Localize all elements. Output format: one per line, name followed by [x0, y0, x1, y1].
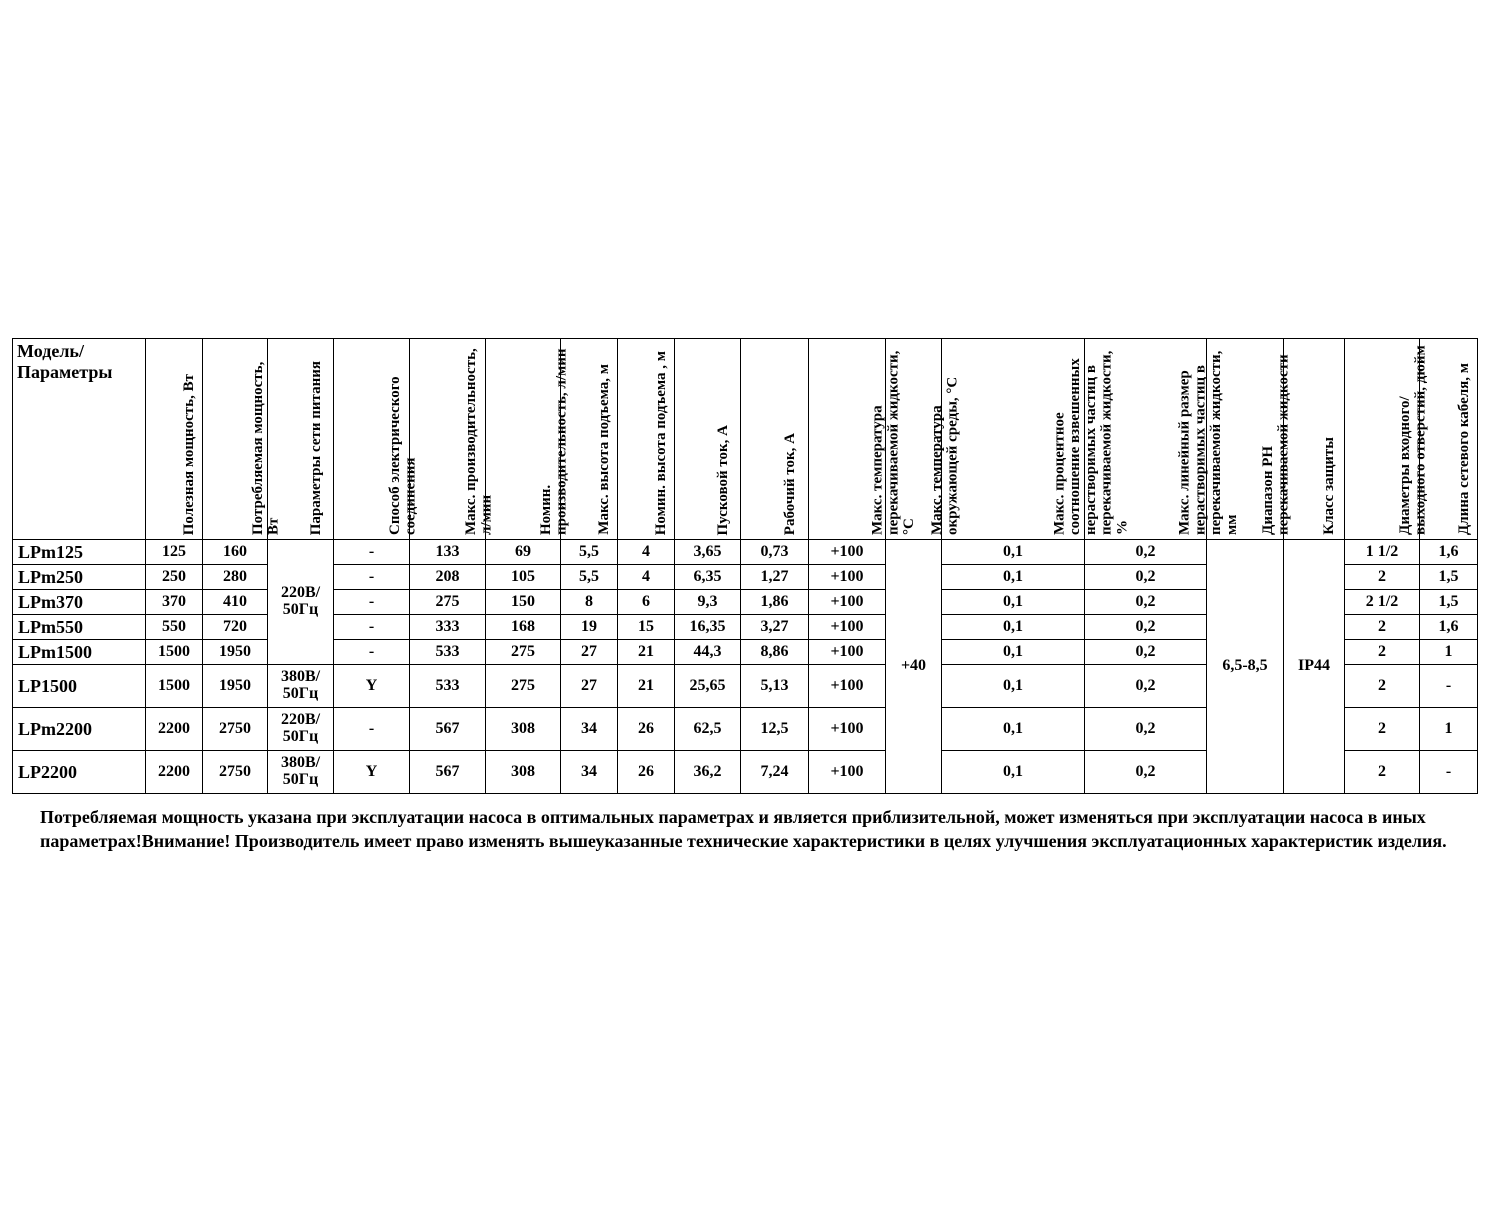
connection-cell: -	[334, 640, 410, 665]
col-header-label: Полезная мощность, Вт	[180, 373, 197, 535]
nom-flow-cell: 150	[486, 590, 561, 615]
useful-power-cell: 550	[146, 615, 203, 640]
connection-cell: Y	[334, 751, 410, 794]
col-header-label: Макс. линейный размер нерастворимых частиц в перекачиваемой жидкости, мм	[1176, 350, 1240, 535]
col-header-particles-pct	[942, 339, 1131, 540]
col-header-cable	[1420, 339, 1478, 540]
useful-power-cell: 125	[146, 540, 203, 565]
diameter-cell: 2	[1345, 665, 1420, 708]
col-header-max-liquid-temp	[809, 339, 918, 540]
particle-size-cell: 0,2	[1085, 665, 1207, 708]
max-flow-cell: 208	[410, 565, 486, 590]
col-header-max-head	[561, 339, 618, 540]
max-liquid-temp-cell: +100	[809, 540, 886, 565]
col-header-nom-flow	[486, 339, 570, 540]
connection-cell: Y	[334, 665, 410, 708]
col-header-max-flow	[410, 339, 494, 540]
max-flow-cell: 567	[410, 708, 486, 751]
particles-pct-cell: 0,1	[942, 751, 1085, 794]
col-header-consumed-power	[203, 339, 282, 540]
cable-cell: 1,6	[1420, 615, 1478, 640]
col-header-diameter	[1345, 339, 1429, 540]
connection-cell: -	[334, 540, 410, 565]
diameter-cell: 2	[1345, 640, 1420, 665]
nom-flow-cell: 105	[486, 565, 561, 590]
start-current-cell: 44,3	[675, 640, 741, 665]
nom-head-cell: 4	[618, 540, 675, 565]
diameter-cell: 2	[1345, 615, 1420, 640]
consumed-power-cell: 280	[203, 565, 268, 590]
diameter-cell: 2 1/2	[1345, 590, 1420, 615]
col-header-protection	[1284, 339, 1345, 540]
consumed-power-cell: 160	[203, 540, 268, 565]
work-current-cell: 1,86	[741, 590, 809, 615]
connection-cell: -	[334, 615, 410, 640]
consumed-power-cell: 1950	[203, 640, 268, 665]
start-current-cell: 25,65	[675, 665, 741, 708]
particle-size-cell: 0,2	[1085, 615, 1207, 640]
nom-flow-cell: 275	[486, 640, 561, 665]
useful-power-cell: 370	[146, 590, 203, 615]
particle-size-cell: 0,2	[1085, 565, 1207, 590]
max-head-cell: 34	[561, 751, 618, 794]
max-head-cell: 27	[561, 640, 618, 665]
power-net-cell: 220В/ 50Гц	[268, 708, 334, 751]
nom-flow-cell: 308	[486, 708, 561, 751]
useful-power-cell: 1500	[146, 640, 203, 665]
useful-power-cell: 2200	[146, 708, 203, 751]
header-row	[13, 339, 1478, 540]
ph-range-cell: 6,5-8,5	[1207, 540, 1284, 794]
power-net-cell: 380В/ 50Гц	[268, 751, 334, 794]
max-flow-cell: 275	[410, 590, 486, 615]
nom-head-cell: 4	[618, 565, 675, 590]
nom-flow-cell: 168	[486, 615, 561, 640]
nom-flow-cell: 275	[486, 665, 561, 708]
particles-pct-cell: 0,1	[942, 565, 1085, 590]
particle-size-cell: 0,2	[1085, 590, 1207, 615]
col-header-label: Макс. процентное соотношение взвешенных нерастворимых частиц в перекачиваемой жидкости, %	[1051, 350, 1131, 535]
col-header-useful-power	[146, 339, 203, 540]
col-header-label: Класс защиты	[1320, 437, 1337, 535]
start-current-cell: 3,65	[675, 540, 741, 565]
max-flow-cell: 133	[410, 540, 486, 565]
corner-label: Модель/ Параметры	[17, 341, 113, 382]
col-header-start-current	[675, 339, 741, 540]
nom-flow-cell: 308	[486, 751, 561, 794]
col-header-label: Макс. производительность, л/мин	[462, 348, 494, 535]
col-header-label: Способ электрического соединения	[386, 376, 418, 535]
col-header-nom-head	[618, 339, 675, 540]
particles-pct-cell: 0,1	[942, 708, 1085, 751]
max-head-cell: 27	[561, 665, 618, 708]
start-current-cell: 9,3	[675, 590, 741, 615]
col-header-particle-size	[1085, 339, 1240, 540]
cable-cell: 1	[1420, 708, 1478, 751]
model-cell: LPm125	[13, 540, 146, 565]
col-header-label: Макс. температура перекачиваемой жидкости, °С	[869, 350, 918, 535]
nom-head-cell: 21	[618, 640, 675, 665]
particles-pct-cell: 0,1	[942, 590, 1085, 615]
useful-power-cell: 2200	[146, 751, 203, 794]
particles-pct-cell: 0,1	[942, 665, 1085, 708]
consumed-power-cell: 2750	[203, 751, 268, 794]
useful-power-cell: 250	[146, 565, 203, 590]
col-header-label: Макс. температура окружающей среды, °С	[928, 376, 960, 535]
model-cell: LPm1500	[13, 640, 146, 665]
model-cell: LP1500	[13, 665, 146, 708]
consumed-power-cell: 720	[203, 615, 268, 640]
col-header-label: Потребляемая мощность, Вт	[249, 361, 282, 535]
max-liquid-temp-cell: +100	[809, 615, 886, 640]
consumed-power-cell: 2750	[203, 708, 268, 751]
col-header-label: Номин. высота подъема , м	[652, 350, 669, 535]
nom-head-cell: 6	[618, 590, 675, 615]
work-current-cell: 5,13	[741, 665, 809, 708]
model-cell: LPm250	[13, 565, 146, 590]
max-liquid-temp-cell: +100	[809, 590, 886, 615]
col-header-label: Рабочий ток, А	[781, 432, 798, 535]
max-head-cell: 19	[561, 615, 618, 640]
footnote-text: Потребляемая мощность указана при эксплуатации насоса в оптимальных параметрах и является приблизительной, может изменяться при эксплуатации насоса в иных параметрах!Внимание! Производитель имеет право изменять вышеуказанные технические характеристики в целях улучшения эксплуатационных характеристик изделия.	[40, 807, 1447, 851]
max-flow-cell: 567	[410, 751, 486, 794]
particle-size-cell: 0,2	[1085, 751, 1207, 794]
cable-cell: 1,5	[1420, 590, 1478, 615]
max-head-cell: 5,5	[561, 540, 618, 565]
connection-cell: -	[334, 590, 410, 615]
max-liquid-temp-cell: +100	[809, 708, 886, 751]
protection-cell: IP44	[1284, 540, 1345, 794]
model-cell: LPm2200	[13, 708, 146, 751]
particles-pct-cell: 0,1	[942, 615, 1085, 640]
nom-head-cell: 21	[618, 665, 675, 708]
start-current-cell: 36,2	[675, 751, 741, 794]
consumed-power-cell: 410	[203, 590, 268, 615]
max-liquid-temp-cell: +100	[809, 640, 886, 665]
cable-cell: -	[1420, 751, 1478, 794]
diameter-cell: 2	[1345, 708, 1420, 751]
max-head-cell: 5,5	[561, 565, 618, 590]
cable-cell: 1,5	[1420, 565, 1478, 590]
max-liquid-temp-cell: +100	[809, 665, 886, 708]
nom-flow-cell: 69	[486, 540, 561, 565]
diameter-cell: 1 1/2	[1345, 540, 1420, 565]
corner-header	[13, 339, 146, 540]
col-header-work-current	[741, 339, 809, 540]
col-header-label: Макс. высота подъема, м	[595, 364, 612, 535]
col-header-label: Номин. производительность, л/мин	[537, 348, 570, 535]
power-net-cell: 220В/ 50Гц	[268, 540, 334, 665]
col-header-label: Пусковой ток, А	[714, 424, 731, 535]
connection-cell: -	[334, 708, 410, 751]
spec-table	[12, 338, 1478, 794]
nom-head-cell: 15	[618, 615, 675, 640]
col-header-ambient-temp	[886, 339, 960, 540]
max-head-cell: 8	[561, 590, 618, 615]
start-current-cell: 16,35	[675, 615, 741, 640]
model-cell: LPm550	[13, 615, 146, 640]
max-flow-cell: 533	[410, 640, 486, 665]
nom-head-cell: 26	[618, 751, 675, 794]
diameter-cell: 2	[1345, 751, 1420, 794]
particles-pct-cell: 0,1	[942, 540, 1085, 565]
work-current-cell: 1,27	[741, 565, 809, 590]
ambient-temp-cell: +40	[886, 540, 942, 794]
col-header-label: Диапазон PH перекачиваемой жидкости	[1259, 354, 1292, 535]
max-liquid-temp-cell: +100	[809, 565, 886, 590]
work-current-cell: 0,73	[741, 540, 809, 565]
max-flow-cell: 333	[410, 615, 486, 640]
work-current-cell: 7,24	[741, 751, 809, 794]
max-flow-cell: 533	[410, 665, 486, 708]
particle-size-cell: 0,2	[1085, 640, 1207, 665]
cable-cell: -	[1420, 665, 1478, 708]
col-header-connection	[334, 339, 418, 540]
cable-cell: 1,6	[1420, 540, 1478, 565]
work-current-cell: 8,86	[741, 640, 809, 665]
diameter-cell: 2	[1345, 565, 1420, 590]
model-cell: LP2200	[13, 751, 146, 794]
particles-pct-cell: 0,1	[942, 640, 1085, 665]
max-head-cell: 34	[561, 708, 618, 751]
start-current-cell: 62,5	[675, 708, 741, 751]
connection-cell: -	[334, 565, 410, 590]
col-header-label: Параметры сети питания	[307, 360, 324, 535]
max-liquid-temp-cell: +100	[809, 751, 886, 794]
work-current-cell: 3,27	[741, 615, 809, 640]
nom-head-cell: 26	[618, 708, 675, 751]
table-row	[13, 540, 1478, 565]
col-header-label: Диаметры входного/выходного отверстий, дюйм	[1396, 345, 1429, 535]
cable-cell: 1	[1420, 640, 1478, 665]
work-current-cell: 12,5	[741, 708, 809, 751]
power-net-cell: 380В/ 50Гц	[268, 665, 334, 708]
particle-size-cell: 0,2	[1085, 708, 1207, 751]
useful-power-cell: 1500	[146, 665, 203, 708]
particle-size-cell: 0,2	[1085, 540, 1207, 565]
col-header-power-net	[268, 339, 334, 540]
consumed-power-cell: 1950	[203, 665, 268, 708]
col-header-label: Длина сетевого кабеля, м	[1455, 362, 1472, 535]
col-header-ph-range	[1207, 339, 1292, 540]
model-cell: LPm370	[13, 590, 146, 615]
start-current-cell: 6,35	[675, 565, 741, 590]
